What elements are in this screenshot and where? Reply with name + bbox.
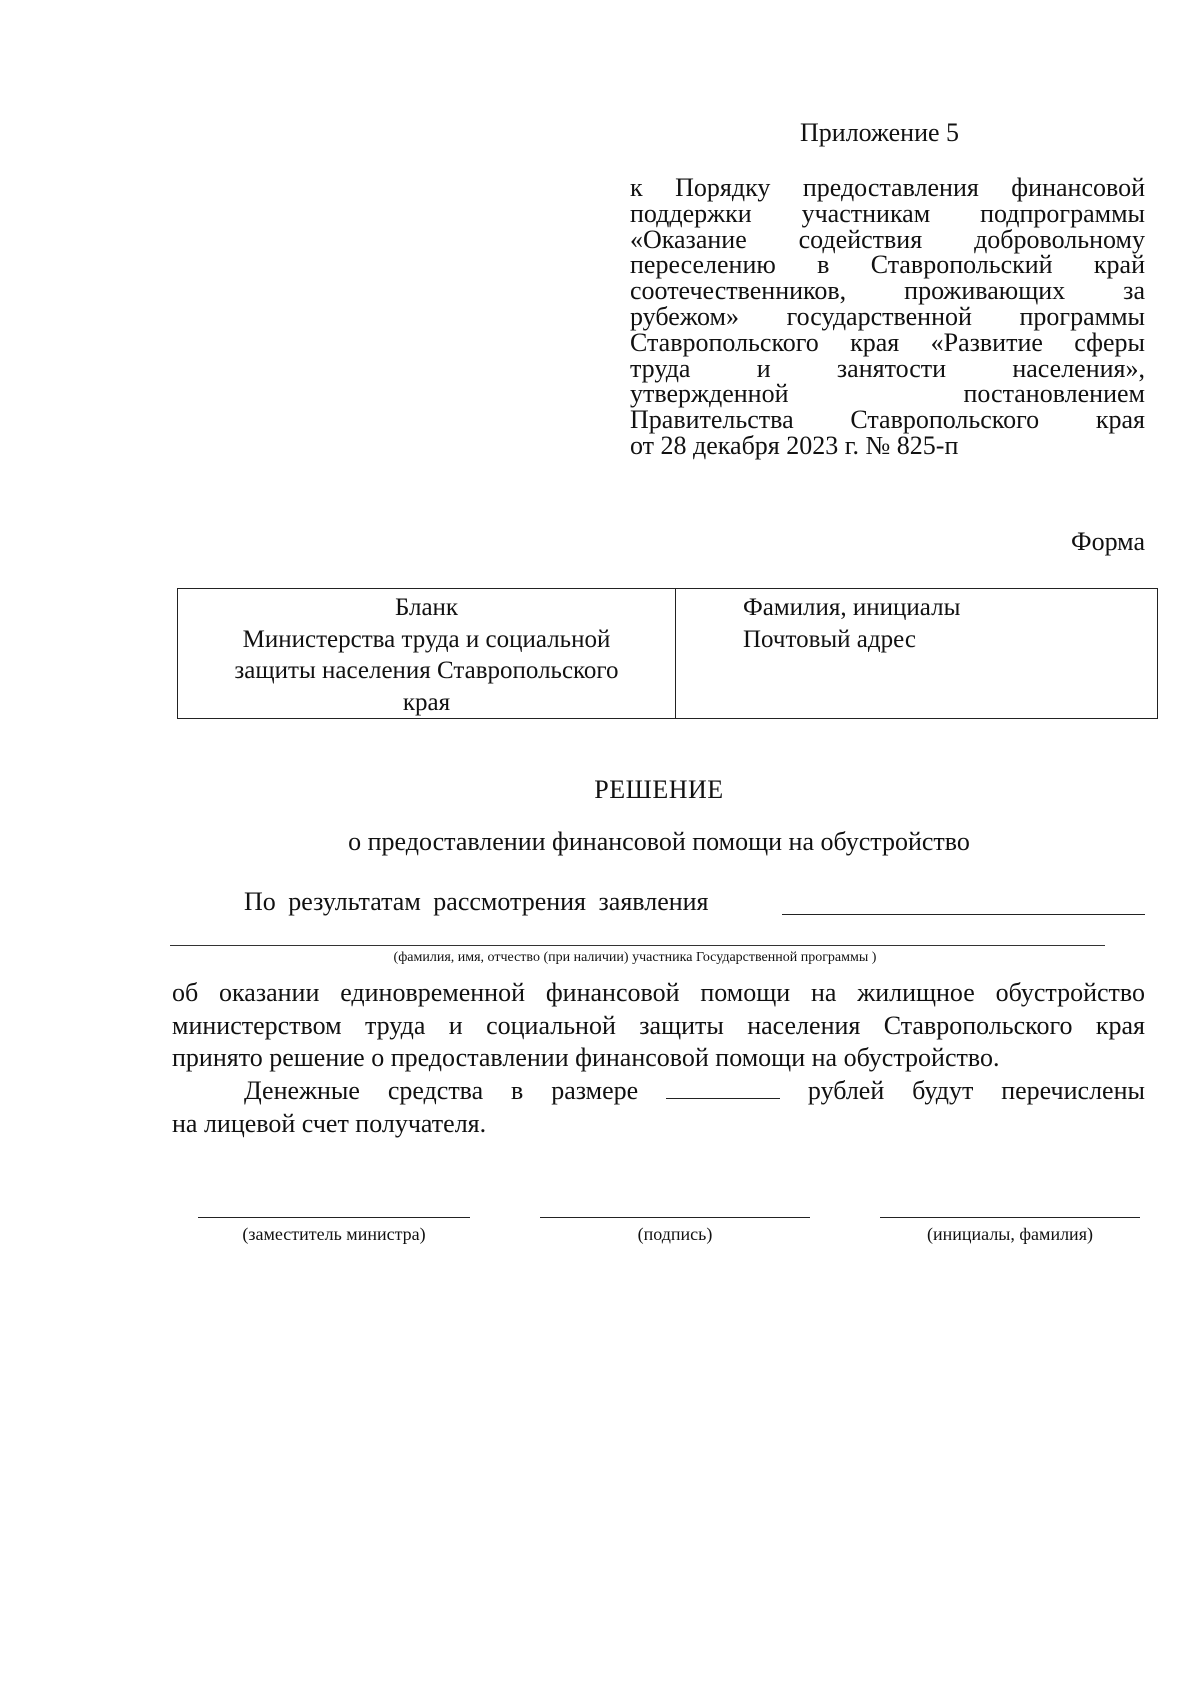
signature-caption: (подпись) bbox=[637, 1224, 713, 1244]
initials-block bbox=[880, 1217, 1140, 1245]
recipient-name-label: Фамилия, инициалы bbox=[743, 594, 961, 621]
appendix-date-line: от 28 декабря 2023 г. № 825-п bbox=[630, 431, 959, 460]
applicant-name-caption: (фамилия, имя, отчество (при наличии) участника Государственной программы ) bbox=[393, 950, 877, 965]
signature-rule bbox=[540, 1217, 810, 1218]
appendix-line: к Порядку предоставления финансовой bbox=[630, 173, 1145, 202]
body-line-last: принято решение о предоставлении финансовой помощи на обустройство. bbox=[172, 1043, 1000, 1072]
applicant-name-blank bbox=[782, 914, 1145, 915]
letterhead-line: Министерства труда и социальной bbox=[242, 625, 611, 653]
recipient-address-label: Почтовый адрес bbox=[743, 626, 916, 653]
appendix-line: Ставропольского края «Развитие сферы bbox=[630, 327, 1145, 357]
appendix-line: труда и занятости населения», bbox=[630, 353, 1145, 383]
amount-line-last: на лицевой счет получателя. bbox=[172, 1109, 487, 1138]
initials-rule bbox=[880, 1217, 1140, 1218]
decision-title: РЕШЕНИЕ bbox=[594, 775, 724, 804]
amount-word: Денежные bbox=[244, 1076, 360, 1105]
appendix-text bbox=[630, 175, 1145, 433]
amount-word: в bbox=[511, 1076, 524, 1105]
body-line: об оказании единовременной финансовой помощи на жилищное обустройство bbox=[172, 978, 1145, 1007]
body-line: министерством труда и социальной защиты населения Ставропольского края bbox=[172, 1010, 1145, 1040]
recipient-cell bbox=[743, 592, 960, 656]
amount-blank bbox=[666, 1076, 780, 1099]
appendix-line: утвержденной постановлением bbox=[630, 379, 1145, 409]
appendix-line: «Оказание содействия добровольному bbox=[630, 224, 1145, 254]
appendix-line: рубежом» государственной программы bbox=[630, 301, 1145, 331]
appendix-line: соотечественников, проживающих за bbox=[630, 276, 1145, 306]
appendix-line: поддержки участникам подпрограммы bbox=[630, 198, 1145, 228]
appendix-title: Приложение 5 bbox=[800, 118, 960, 147]
amount-word: перечислены bbox=[1001, 1076, 1145, 1105]
deputy-minister-rule bbox=[198, 1217, 470, 1218]
review-text: По результатам рассмотрения заявления bbox=[244, 887, 709, 916]
letterhead-cell bbox=[178, 589, 676, 718]
initials-caption: (инициалы, фамилия) bbox=[927, 1224, 1093, 1244]
amount-word: будут bbox=[912, 1076, 974, 1105]
signature-block bbox=[540, 1217, 810, 1245]
header-table bbox=[177, 588, 1158, 719]
amount-word: размере bbox=[551, 1076, 639, 1105]
appendix-line: переселению в Ставропольский край bbox=[630, 250, 1145, 280]
letterhead-line: защиты населения Ставропольского bbox=[234, 657, 619, 684]
deputy-minister-signature-block bbox=[198, 1217, 470, 1245]
amount-word: средства bbox=[387, 1076, 484, 1105]
amount-word: рублей bbox=[807, 1076, 885, 1105]
form-label: Форма bbox=[1071, 527, 1145, 556]
applicant-name-rule bbox=[170, 945, 1105, 946]
letterhead-line: края bbox=[402, 688, 451, 716]
decision-body bbox=[172, 977, 1145, 1042]
decision-subtitle: о предоставлении финансовой помощи на обустройство bbox=[348, 827, 970, 856]
deputy-minister-caption: (заместитель министра) bbox=[242, 1224, 426, 1244]
letterhead-line: Бланк bbox=[394, 594, 459, 621]
amount-line bbox=[244, 1075, 1145, 1108]
appendix-line: Правительства Ставропольского края bbox=[630, 405, 1145, 435]
